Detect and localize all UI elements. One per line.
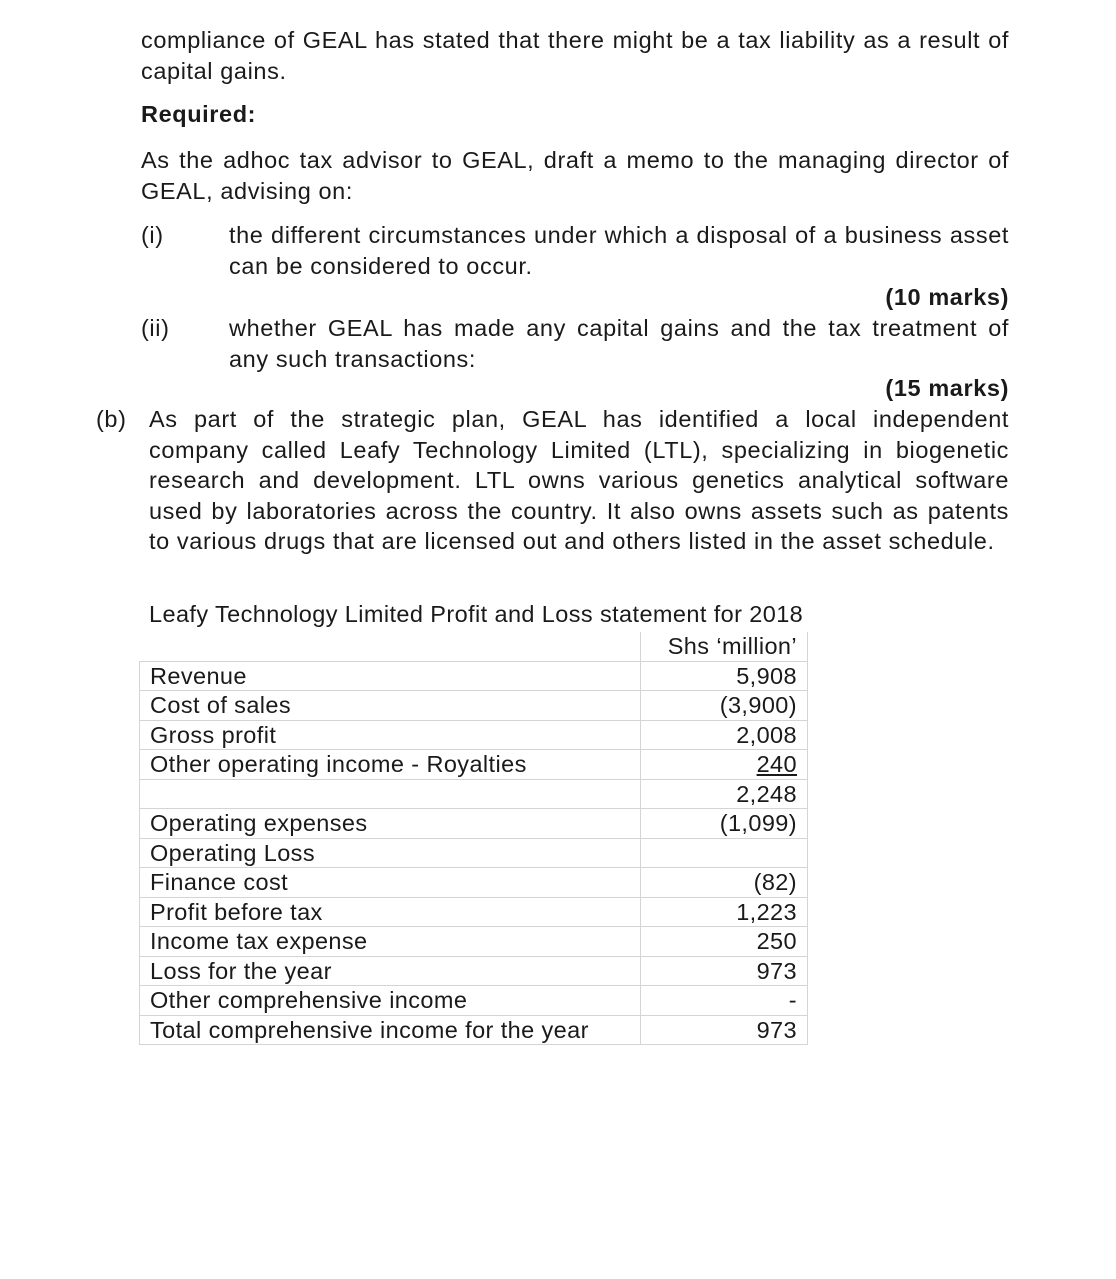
row-label: Revenue <box>140 661 641 691</box>
table-row <box>140 779 808 809</box>
table-header-blank <box>140 632 641 661</box>
table-header-row <box>140 632 808 661</box>
item-ii-text: whether GEAL has made any capital gains and the tax treatment of any such transactions: <box>229 315 1009 372</box>
table-row <box>140 1015 808 1045</box>
row-value: 240 <box>756 751 797 778</box>
table-row <box>140 956 808 986</box>
row-value: 973 <box>641 1015 808 1045</box>
part-b-paragraph: As part of the strategic plan, GEAL has identified a local independent company called Leafy Technology Limited (LTL), specializing in biogenetic research and development. LTL owns various genetics analytical software used by laboratories across the country. It also owns assets such as patents to various drugs that are licensed out and others listed in the asset schedule. <box>149 406 1009 554</box>
row-label: Gross profit <box>140 720 641 750</box>
row-value-cell <box>641 750 808 780</box>
table-row <box>140 691 808 721</box>
row-label: Total comprehensive income for the year <box>140 1015 641 1045</box>
row-value: 973 <box>641 956 808 986</box>
intro-paragraph: compliance of GEAL has stated that there might be a tax liability as a result of capital gains. <box>141 27 1009 84</box>
row-label: Cost of sales <box>140 691 641 721</box>
table-row <box>140 838 808 868</box>
required-paragraph: As the adhoc tax advisor to GEAL, draft a memo to the managing director of GEAL, advising on: <box>141 147 1009 204</box>
required-heading: Required: <box>141 101 257 127</box>
row-value: 2,008 <box>641 720 808 750</box>
row-label: Operating Loss <box>140 838 641 868</box>
unit-header: Shs ‘million’ <box>641 632 808 661</box>
row-value: - <box>641 986 808 1016</box>
row-value: (82) <box>641 868 808 898</box>
row-value: 1,223 <box>641 897 808 927</box>
profit-loss-table <box>139 632 808 1045</box>
row-label <box>140 779 641 809</box>
row-value: 250 <box>641 927 808 957</box>
statement-title: Leafy Technology Limited Profit and Loss statement for 2018 <box>149 601 804 627</box>
row-label: Income tax expense <box>140 927 641 957</box>
table-row <box>140 897 808 927</box>
item-i-label: (i) <box>141 222 164 248</box>
part-b-label: (b) <box>96 406 127 432</box>
row-label: Operating expenses <box>140 809 641 839</box>
row-value: 2,248 <box>641 779 808 809</box>
table-row <box>140 809 808 839</box>
row-label: Profit before tax <box>140 897 641 927</box>
row-label: Finance cost <box>140 868 641 898</box>
row-value: (3,900) <box>641 691 808 721</box>
table-row <box>140 868 808 898</box>
row-value: (1,099) <box>641 809 808 839</box>
item-i-text: the different circumstances under which a disposal of a business asset can be considered to occur. <box>229 222 1009 279</box>
row-value <box>641 838 808 868</box>
table-row <box>140 750 808 780</box>
row-label: Other operating income - Royalties <box>140 750 641 780</box>
table-row <box>140 720 808 750</box>
item-ii-label: (ii) <box>141 315 170 341</box>
table-row <box>140 986 808 1016</box>
row-label: Loss for the year <box>140 956 641 986</box>
row-label: Other comprehensive income <box>140 986 641 1016</box>
item-i-marks: (10 marks) <box>885 284 1009 310</box>
table-row <box>140 661 808 691</box>
item-ii-marks: (15 marks) <box>885 375 1009 401</box>
row-value: 5,908 <box>641 661 808 691</box>
table-row <box>140 927 808 957</box>
